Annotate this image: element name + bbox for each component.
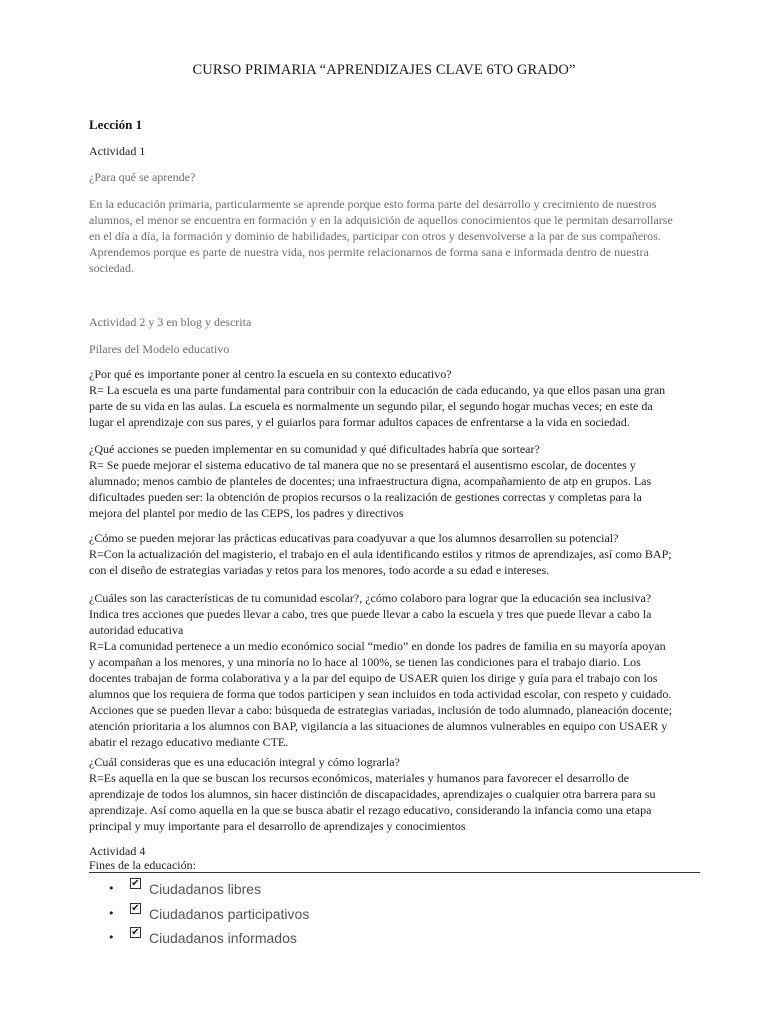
list-item-label: Ciudadanos informados: [149, 930, 297, 946]
bullet-icon: •: [108, 906, 115, 920]
list-item: [108, 901, 309, 926]
activity-4-label: Actividad 4: [89, 844, 146, 858]
qa-block-2: ¿Qué acciones se pueden implementar en su comunidad y qué dificultades habría que sortear? R= Se puede mejorar el sistema educativo de tal manera que no se presentará el ausentismo escolar, de docentes y alumnado; menos cambio de planteles de docentes; una infraestructura digna, acompañamiento de atp en grupos. Las dificultades pueden ser: la obtención de propios recursos o la realización de gestiones correctas y completas para la mejora del plantel por medio de las CEPS, los padres y directivos: [89, 442, 652, 520]
list-item: [108, 925, 309, 950]
checkbox-icon[interactable]: ✔: [131, 878, 140, 889]
checkbox-icon[interactable]: ✔: [131, 902, 140, 914]
divider: [89, 872, 700, 873]
pillars-heading: Pilares del Modelo educativo: [89, 342, 230, 356]
list-item-label: Ciudadanos libres: [149, 881, 262, 897]
document-title: CURSO PRIMARIA “APRENDIZAJES CLAVE 6TO GRADO”: [192, 62, 576, 78]
bullet-icon: •: [108, 931, 115, 944]
fines-heading: Fines de la educación:: [89, 858, 196, 872]
list-item-label: Ciudadanos participativos: [149, 905, 310, 922]
list-item: [108, 876, 309, 901]
question-purpose: ¿Para qué se aprende?: [89, 170, 196, 184]
paragraph-purpose: En la educación primaria, particularmente se aprende porque esto forma parte del desarrollo y crecimiento de nuestros alumnos, el menor se encuentra en formación y en la adquisición de aquellos conocimientos que le permitan desarrollarse en el día a día, la formación y dominio de habilidades, participar con otros y desenvolverse a la par de sus compañeros. Aprendemos porque es parte de nuestra vida, nos permite relacionarnos de forma sana e informada dentro de nuestra sociedad.: [89, 197, 673, 275]
checkbox-icon[interactable]: ✔: [131, 927, 140, 938]
qa-block-4: ¿Cuáles son las características de tu comunidad escolar?, ¿cómo colaboro para lograr que la educación sea inclusiva? Indica tres acciones que puedes llevar a cabo, tres que puede llevar a cabo la escuela y tres que puede llevar a cabo la autoridad educativa R=La comunidad pertenece a un medio económico social “medio” en donde los padres de familia en su mayoría apoyan y acompañan a los menores, y una minoría no lo hace al 100%, se tienen las condiciones para el trabajo diario. Los docentes trabajan de forma colaborativa y a la par del equipo de USAER quien los dirige y guía para el trabajo con los alumnos que los requiera de forma que todos participen y sean incluidos en toda actividad escolar, con respeto y cuidado. Acciones que se pueden llevar a cabo: búsqueda de estrategias variadas, inclusión de todo alumnado, planeación docente; atención prioritaria a los alumnos con BAP, vigilancia a las situaciones de alumnos vulnerables en equipo con USAER y abatir el rezago educativo mediante CTE.: [89, 591, 673, 749]
activity-2-3-label: Actividad 2 y 3 en blog y descrita: [89, 315, 252, 329]
activity-1-label: Actividad 1: [89, 144, 146, 158]
fines-list: [108, 876, 309, 950]
bullet-icon: •: [108, 882, 115, 895]
qa-block-3: ¿Cómo se pueden mejorar las prácticas educativas para coadyuvar a que los alumnos desarrollen su potencial? R=Con la actualización del magisterio, el trabajo en el aula identificando estilos y ritmos de aprendizajes, así como BAP; con el diseño de estrategias variadas y retos para los menores, todo acorde a su edad e intereses.: [89, 531, 672, 577]
qa-block-1: ¿Por qué es importante poner al centro la escuela en su contexto educativo? R= La escuela es una parte fundamental para contribuir con la educación de cada educando, ya que ellos pasan una gran parte de su vida en las aulas. La escuela es normalmente un segundo pilar, el segundo hogar muchas veces; en este da lugar el aprendizaje con sus pares, y el guiarlos para formar adultos capaces de enfrentarse a la vida en sociedad.: [89, 367, 666, 429]
qa-block-5: ¿Cuál consideras que es una educación integral y cómo lograrla? R=Es aquella en la que se buscan los recursos económicos, materiales y humanos para favorecer el desarrollo de aprendizaje de todos los alumnos, sin hacer distinción de discapacidades, aprendizajes o cualquier otra barrera para su aprendizaje. Así como aquella en la que se busca abatir el rezago educativo, considerando la infancia como una etapa principal y muy importante para el desarrollo de aprendizajes y conocimientos: [89, 755, 656, 833]
lesson-heading: Lección 1: [89, 117, 143, 132]
